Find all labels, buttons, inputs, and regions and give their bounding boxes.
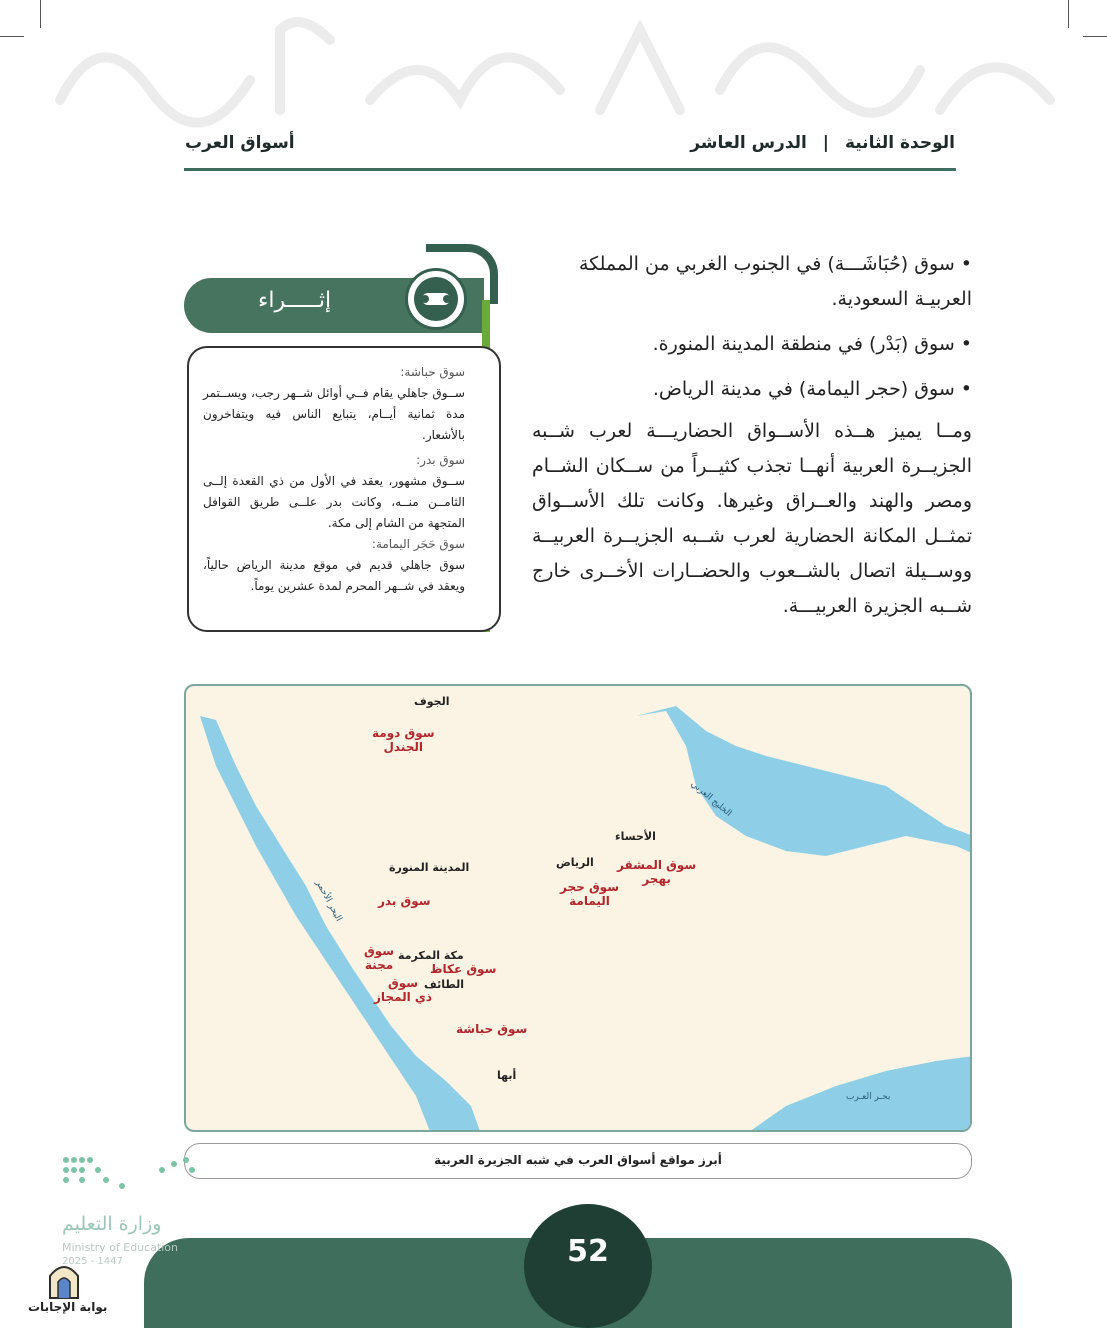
place-jouf: الجوف — [414, 695, 450, 708]
enrichment-body-hubashah: ســوق جاهلي يقام فــي أوائل شــهر رجب، ويســتمر مدة ثمانية أيــام، يتبايع الناس فيه ويتفاخرون بالأشعار. — [203, 386, 465, 442]
market-badr: سوق بدر — [378, 894, 431, 908]
market-hajr-line1: سوق حجر — [560, 880, 619, 894]
enrichment-body-badr: ســوق مشهور، يعقد في الأول من ذي القعدة إلــى الثامــن منــه، وكانت بدر علــى طريق القوافل المتجهة من الشام إلى مكة. — [203, 474, 465, 530]
place-madinah: المدينة المنورة — [389, 861, 470, 874]
market-dhul-majaz-line1: سوق — [388, 976, 419, 990]
red-sea-label: البحر الأحمر — [313, 878, 344, 924]
enrichment-text — [203, 362, 465, 597]
market-mushaqqar-line2: بهجر — [642, 872, 671, 886]
place-ahsa: الأحساء — [615, 830, 656, 843]
arabian-sea-label: بحـر العـرب — [846, 1092, 891, 1102]
main-text — [532, 247, 972, 624]
bullet-hajr: • سوق (حجر اليمامة) في مدينة الرياض. — [652, 378, 972, 400]
header-rule — [184, 168, 956, 171]
market-majannah-line1: سوق — [364, 944, 395, 958]
market-mushaqqar — [617, 858, 696, 886]
markets-map — [184, 684, 972, 1132]
enrichment-body-hajr: سوق جاهلي قديم في موقع مدينة الرياض حالياً، ويعقد في شــهر المحرم لمدة عشرين يوماً. — [203, 558, 465, 593]
place-makkah: مكة المكرمة — [398, 949, 464, 962]
calligraphy-background — [40, 0, 1070, 130]
enrichment-title: إثـــــراء — [258, 288, 332, 313]
market-hubashah: سوق حباشة — [456, 1022, 528, 1036]
map-caption: أبرز مواقع أسواق العرب في شبه الجزيرة العربية — [434, 1153, 722, 1167]
ministry-year: 2025 - 1447 — [62, 1256, 123, 1267]
header-separator: | — [822, 133, 830, 153]
main-paragraph: ومــا يميز هــذه الأســواق الحضاريـــة لعرب شــبه الجزيــرة العربية أنهــا تجذب كثيــراً من ســكان الشــام ومصر والهند والعــراق وغيرها. وكانت تلك الأســواق تمثــل المكانة الحضارية لعرب شــبه الجزيــرة العربيــة ووســيلة اتصال بالشــعوب والحضــارات الأخــرى خارج شــبه الجزيرة العربيـــة. — [532, 420, 972, 617]
enrichment-heading-badr: سوق بدر: — [416, 453, 465, 467]
place-riyadh: الرياض — [556, 856, 594, 869]
bullet-badr: • سوق (بَدْر) في منطقة المدينة المنورة. — [652, 333, 972, 355]
unit-lesson-title — [690, 133, 955, 153]
page-number: 52 — [567, 1234, 609, 1269]
ministry-name-ar: وزارة التعليم — [62, 1213, 162, 1235]
market-hajr — [560, 880, 619, 908]
unit-label: الوحدة الثانية — [844, 133, 955, 153]
market-dhul-majaz-line2: ذي المجاز — [374, 990, 433, 1004]
lesson-label: الدرس العاشر — [690, 133, 807, 153]
site-logo-icon — [44, 1258, 84, 1300]
market-mushaqqar-line1: سوق المشقر — [617, 858, 697, 872]
enrichment-heading-hajr: سوق حَجَر اليمامة: — [371, 537, 465, 551]
market-majannah-line2: مجنة — [364, 958, 394, 972]
crop-mark — [1083, 36, 1107, 37]
site-label: بوابة الإجابات — [28, 1300, 108, 1314]
vision-dots — [62, 1156, 198, 1200]
market-dumat-line1: سوق دومة — [372, 726, 435, 740]
market-majannah — [364, 944, 394, 972]
scroll-icon — [405, 268, 467, 330]
market-dumat — [372, 726, 435, 754]
topic-title: أسواق العرب — [185, 133, 295, 153]
map-water — [186, 686, 972, 1132]
ministry-name-en: Ministry of Education — [62, 1241, 179, 1254]
market-okaz: سوق عكاظ — [430, 962, 497, 976]
market-hajr-line2: اليمامة — [569, 894, 610, 908]
place-taif: الطائف — [424, 978, 464, 991]
place-abha: أبها — [497, 1069, 517, 1082]
enrichment-heading-hubashah: سوق حباشة: — [400, 365, 465, 379]
crop-mark — [0, 36, 24, 37]
market-dumat-line2: الجندل — [383, 740, 424, 754]
bullet-hubashah: • سوق (حُبَاشَـــة) في الجنوب الغربي من المملكة العربيـة السعودية. — [578, 253, 972, 310]
gulf-label: الخليج العربي — [688, 779, 734, 819]
market-dhul-majaz — [374, 976, 432, 1004]
